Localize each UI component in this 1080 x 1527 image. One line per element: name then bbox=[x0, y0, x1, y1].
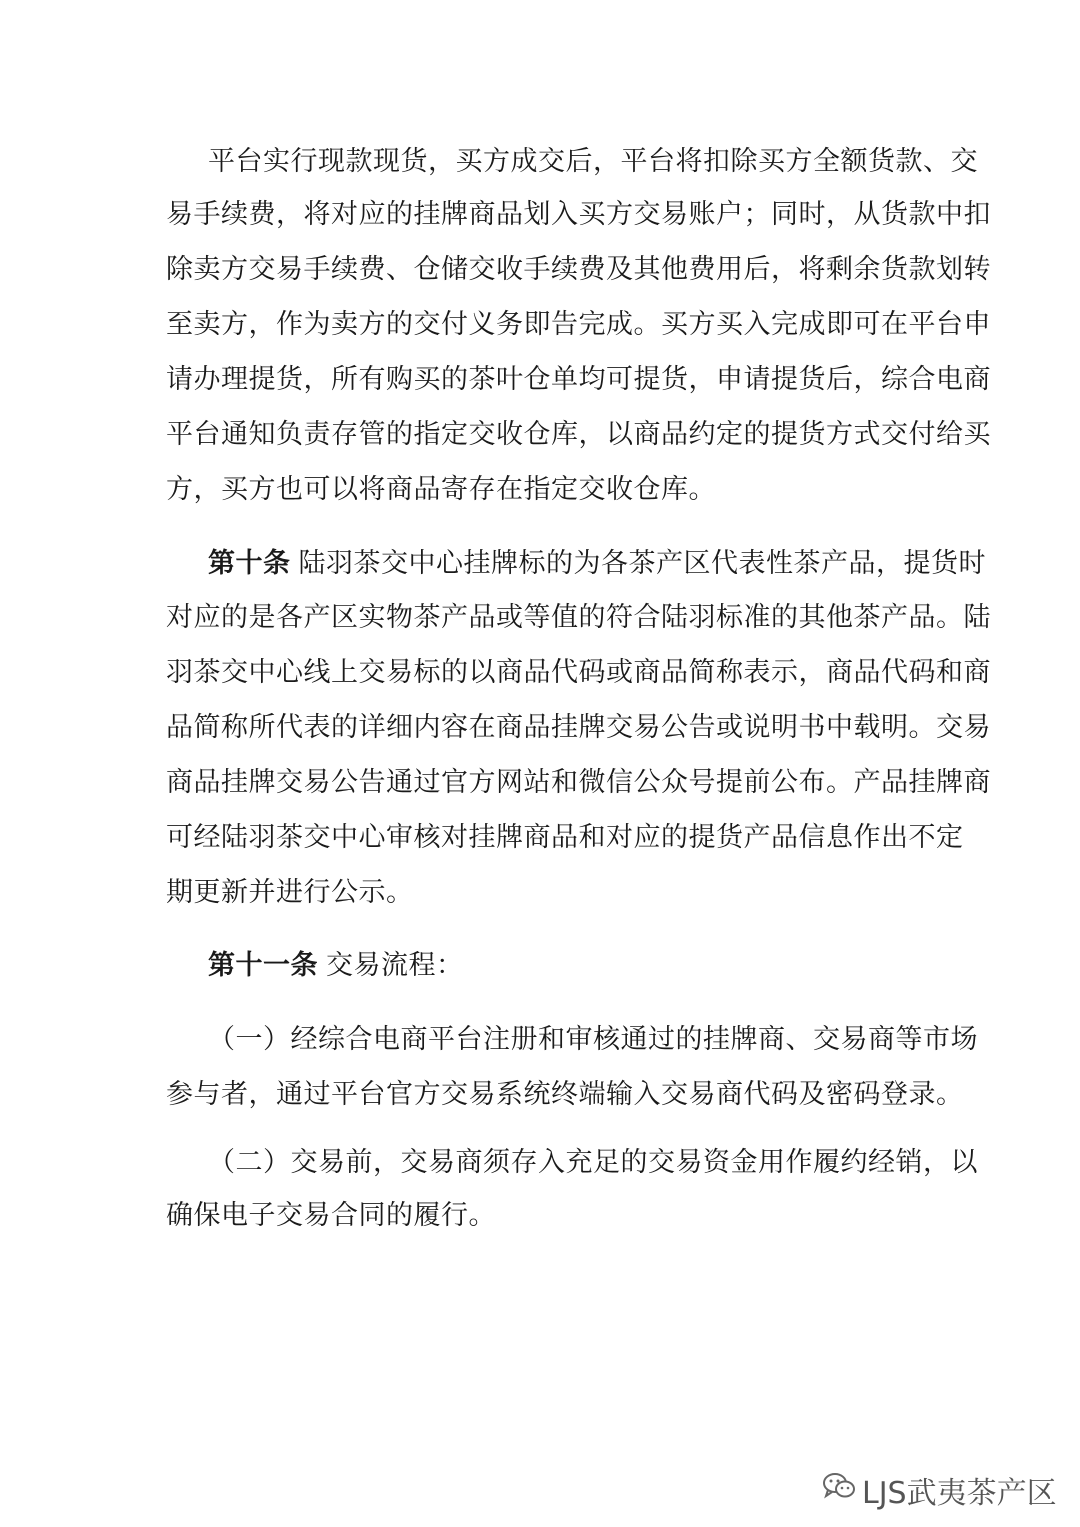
text-line: 可经陆羽茶交中心审核对挂牌商品和对应的提货产品信息作出不定 bbox=[166, 822, 964, 853]
text-line: 方，买方也可以将商品寄存在指定交收仓库。 bbox=[166, 474, 716, 505]
text-line: 易手续费，将对应的挂牌商品划入买方交易账户；同时，从货款中扣 bbox=[166, 199, 991, 230]
text-line: （一）经综合电商平台注册和审核通过的挂牌商、交易商等市场 bbox=[208, 1024, 978, 1055]
article-11-heading: 第十一条 bbox=[208, 950, 318, 981]
watermark-text: LJS武夷茶产区 bbox=[862, 1476, 1057, 1511]
wechat-icon bbox=[822, 1471, 862, 1509]
text-line: 至卖方，作为卖方的交付义务即告完成。买方买入完成即可在平台申 bbox=[166, 309, 991, 340]
text-line: 请办理提货，所有购买的茶叶仓单均可提货，申请提货后，综合电商 bbox=[166, 364, 991, 395]
text-line: 参与者，通过平台官方交易系统终端输入交易商代码及密码登录。 bbox=[166, 1079, 964, 1110]
text-span: 陆羽茶交中心挂牌标的为各茶产区代表性茶产品，提货时 bbox=[298, 548, 986, 579]
text-line: 商品挂牌交易公告通过官方网站和微信公众号提前公布。产品挂牌商 bbox=[166, 767, 991, 798]
text-line: 品简称所代表的详细内容在商品挂牌交易公告或说明书中载明。交易 bbox=[166, 712, 991, 743]
account-watermark bbox=[822, 1466, 1057, 1514]
text-line: （二）交易前，交易商须存入充足的交易资金用作履约经销，以 bbox=[208, 1147, 978, 1178]
text-line: 期更新并进行公示。 bbox=[166, 877, 414, 908]
text-line: 平台通知负责存管的指定交收仓库，以商品约定的提货方式交付给买 bbox=[166, 419, 991, 450]
text-line: 除卖方交易手续费、仓储交收手续费及其他费用后，将剩余货款划转 bbox=[166, 254, 991, 285]
text-line: 确保电子交易合同的履行。 bbox=[166, 1200, 496, 1231]
text-line: 对应的是各产区实物茶产品或等值的符合陆羽标准的其他茶产品。陆 bbox=[166, 602, 991, 633]
text-line: 平台实行现款现货，买方成交后，平台将扣除买方全额货款、交 bbox=[208, 146, 978, 177]
article-10-heading: 第十条 bbox=[208, 548, 291, 579]
article-10-first-line bbox=[208, 544, 986, 584]
text-line: 羽茶交中心线上交易标的以商品代码或商品简称表示，商品代码和商 bbox=[166, 657, 991, 688]
text-span: 交易流程： bbox=[326, 950, 464, 981]
article-11-line bbox=[208, 946, 914, 986]
